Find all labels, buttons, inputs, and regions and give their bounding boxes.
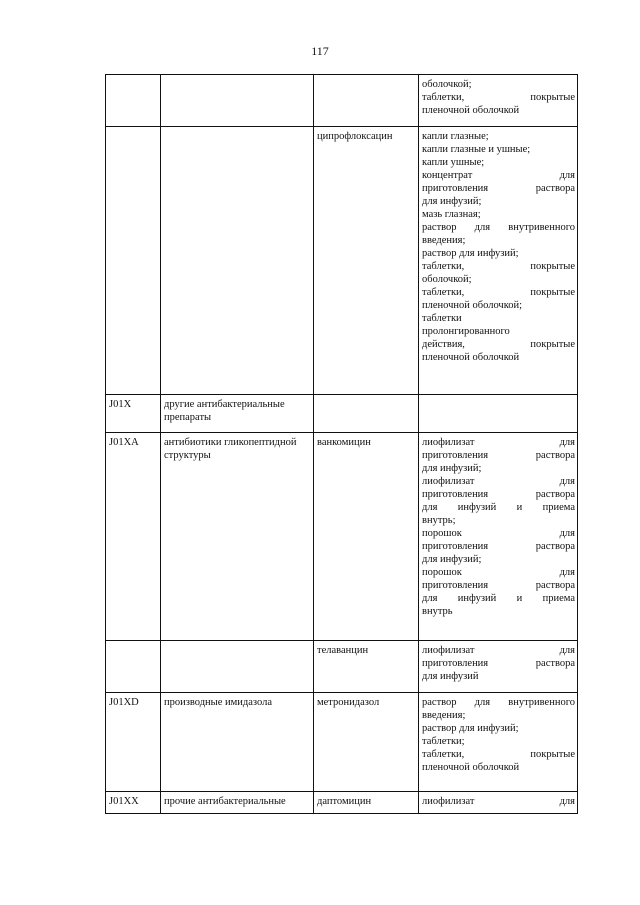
dosage-form-line: приготовления раствора (422, 658, 575, 669)
atc-code-cell (106, 433, 161, 641)
dosage-form-line: порошок для (422, 528, 575, 539)
table-row (106, 693, 578, 792)
dosage-form-line: внутрь (422, 606, 453, 617)
atc-code-cell (106, 792, 161, 814)
dosage-form-line: лиофилизат для (422, 437, 575, 448)
drug-name-cell (314, 75, 419, 127)
dosage-form-line: пленочной оболочкой (422, 352, 520, 363)
dosage-form-line: внутрь; (422, 515, 456, 526)
table-row (106, 641, 578, 693)
drug-name-cell (314, 433, 419, 641)
anatomical-group-cell-text: производные имидазола (164, 697, 273, 708)
table-row (106, 75, 578, 127)
dosage-form-line: оболочкой; (422, 79, 472, 90)
anatomical-group-cell (161, 693, 314, 792)
atc-code-cell-text: J01XD (109, 697, 139, 708)
dosage-form-line: лиофилизат для (422, 796, 575, 807)
dosage-form-line: пленочной оболочкой (422, 105, 520, 116)
dosage-form-line: введения; (422, 235, 466, 246)
drug-name-cell-text: даптомицин (317, 796, 372, 807)
anatomical-group-cell-text: прочие антибактериальные (164, 796, 286, 807)
dosage-form-line: раствор для инфузий; (422, 248, 519, 259)
table-row (106, 433, 578, 641)
dosage-form-line: введения; (422, 710, 466, 721)
dosage-form-line: для инфузий и приема (422, 593, 575, 604)
dosage-form-cell (419, 433, 578, 641)
dosage-form-line: для инфузий (422, 671, 479, 682)
anatomical-group-cell (161, 395, 314, 433)
drug-name-cell-text: ванкомицин (317, 437, 371, 448)
dosage-form-cell (419, 693, 578, 792)
dosage-form-cell (419, 127, 578, 395)
table-row (106, 127, 578, 395)
anatomical-group-cell-text: антибиотики гликопептидной структуры (164, 437, 297, 461)
page-number: 117 (311, 44, 329, 58)
drug-name-cell-text: ципрофлоксацин (317, 131, 393, 142)
dosage-form-line: приготовления раствора (422, 541, 575, 552)
table-row (106, 395, 578, 433)
drug-name-cell (314, 127, 419, 395)
atc-code-cell (106, 127, 161, 395)
drug-name-cell (314, 395, 419, 433)
anatomical-group-cell-text: другие антибактериальные препараты (164, 399, 285, 423)
anatomical-group-cell (161, 127, 314, 395)
dosage-form-line: действия, покрытые (422, 339, 575, 350)
dosage-form-cell (419, 75, 578, 127)
dosage-form-line: приготовления раствора (422, 580, 575, 591)
drug-name-cell (314, 641, 419, 693)
dosage-form-line: капли глазные; (422, 131, 489, 142)
dosage-form-line: таблетки; (422, 736, 465, 747)
dosage-form-cell (419, 641, 578, 693)
anatomical-group-cell (161, 792, 314, 814)
anatomical-group-cell (161, 75, 314, 127)
dosage-form-line: для инфузий; (422, 554, 482, 565)
dosage-form-line: оболочкой; (422, 274, 472, 285)
dosage-form-line: лиофилизат для (422, 645, 575, 656)
dosage-form-line: раствор для внутривенного (422, 222, 575, 233)
dosage-form-line: приготовления раствора (422, 489, 575, 500)
dosage-form-line: приготовления раствора (422, 450, 575, 461)
dosage-form-line: приготовления раствора (422, 183, 575, 194)
dosage-form-line: раствор для внутривенного (422, 697, 575, 708)
dosage-form-line: мазь глазная; (422, 209, 481, 220)
anatomical-group-cell (161, 641, 314, 693)
dosage-form-line: таблетки (422, 313, 462, 324)
atc-code-cell (106, 75, 161, 127)
drug-name-cell (314, 693, 419, 792)
dosage-form-line: для инфузий; (422, 463, 482, 474)
dosage-form-line: лиофилизат для (422, 476, 575, 487)
dosage-form-line: раствор для инфузий; (422, 723, 519, 734)
dosage-form-line: таблетки, покрытые (422, 92, 575, 103)
dosage-form-line: таблетки, покрытые (422, 261, 575, 272)
dosage-form-line: пролонгированного (422, 326, 510, 337)
dosage-form-line: капли глазные и ушные; (422, 144, 531, 155)
dosage-form-line: таблетки, покрытые (422, 287, 575, 298)
atc-code-cell-text: J01X (109, 399, 132, 410)
drug-name-cell-text: телаванцин (317, 645, 369, 656)
dosage-form-line: пленочной оболочкой; (422, 300, 523, 311)
dosage-form-line: пленочной оболочкой (422, 762, 520, 773)
atc-code-cell (106, 395, 161, 433)
dosage-form-line: порошок для (422, 567, 575, 578)
dosage-form-line: концентрат для (422, 170, 575, 181)
dosage-form-line: таблетки, покрытые (422, 749, 575, 760)
table-row (106, 792, 578, 814)
atc-code-cell (106, 693, 161, 792)
dosage-form-cell (419, 395, 578, 433)
table-body (106, 75, 578, 814)
atc-code-cell (106, 641, 161, 693)
dosage-form-line: для инфузий и приема (422, 502, 575, 513)
dosage-form-line: капли ушные; (422, 157, 485, 168)
dosage-form-line: для инфузий; (422, 196, 482, 207)
dosage-form-cell (419, 792, 578, 814)
drug-table (105, 74, 578, 814)
anatomical-group-cell (161, 433, 314, 641)
drug-name-cell (314, 792, 419, 814)
drug-name-cell-text: метронидазол (317, 697, 380, 708)
atc-code-cell-text: J01XA (109, 437, 139, 448)
atc-code-cell-text: J01XX (109, 796, 139, 807)
